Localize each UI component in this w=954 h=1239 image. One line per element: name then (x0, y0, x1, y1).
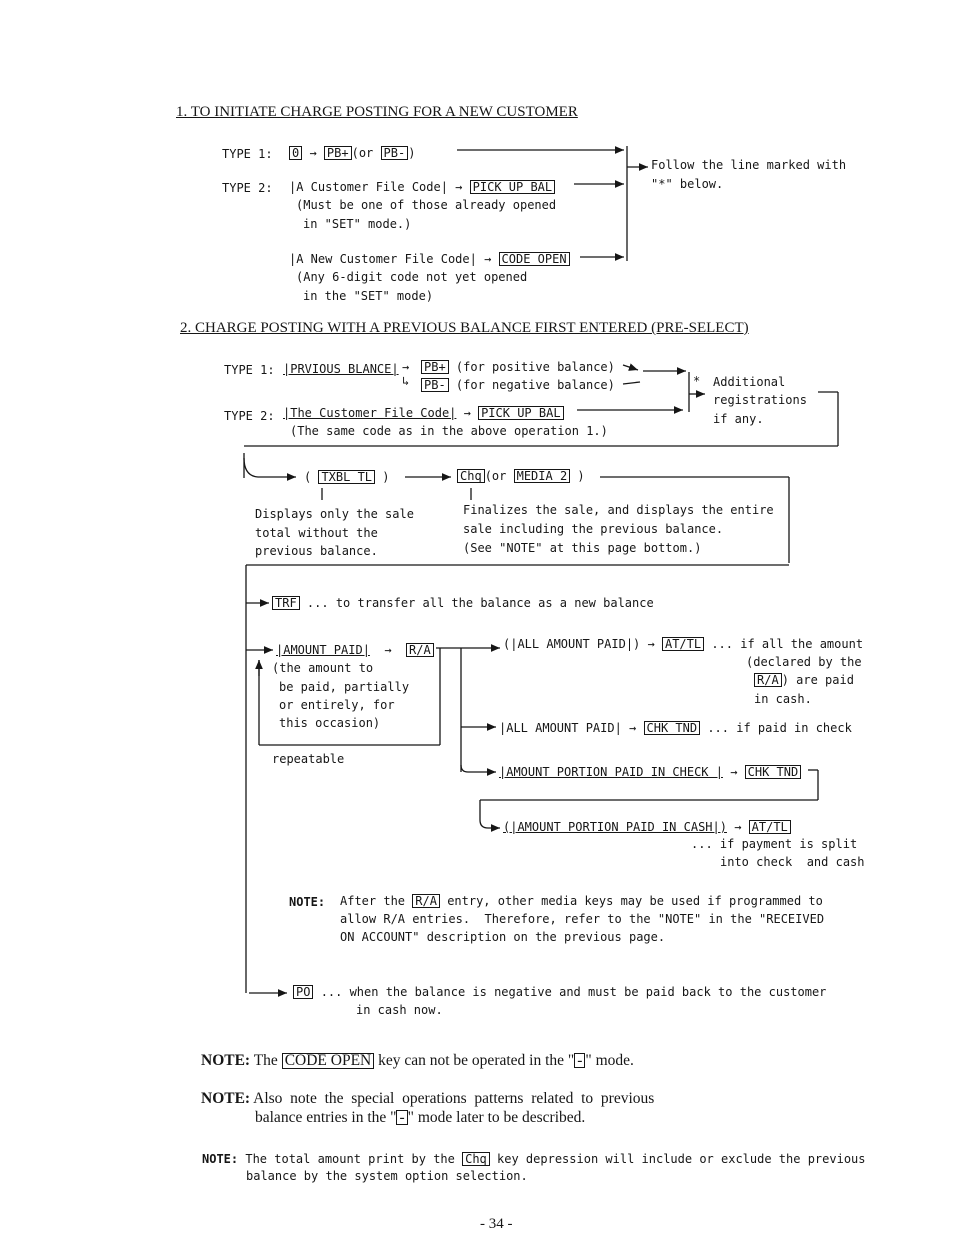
close-paren: ) (408, 146, 416, 160)
minus-mode-box: - (574, 1053, 585, 1068)
positive-text: (for positive balance) (455, 360, 615, 374)
repeatable-label: repeatable (272, 752, 345, 766)
customer-file-code-input: |A Customer File Code| (289, 180, 448, 194)
chq-row: Chq (or MEDIA 2 ) (457, 469, 585, 483)
neg-row (421, 378, 615, 392)
all-cash-text-4: in cash. (754, 692, 812, 706)
portion-cash-input: (|AMOUNT PORTION PAID IN CASH|) (503, 820, 727, 834)
note1-mid: key can not be operated in the " (378, 1052, 575, 1069)
all-check-row: |ALL AMOUNT PAID| → CHK TND ... if paid in check (499, 721, 852, 735)
all-amount-paid-input: |ALL AMOUNT PAID| (499, 721, 622, 735)
follow-line1: Follow the line marked with (651, 158, 847, 172)
s1-type1-row: 0 → PB+ (or PB- ) (289, 146, 415, 160)
bottom-note-2b (255, 1109, 585, 1127)
bracket-arrows: → ↳ (402, 360, 410, 388)
txbl-desc-2: total without the (255, 526, 378, 540)
portion-cash-row: (|AMOUNT PORTION PAID IN CASH|) → AT/TL (503, 820, 791, 834)
s2-type1-label: TYPE 1: (224, 363, 275, 377)
key-pb-minus: PB- (381, 146, 409, 160)
key-po: PO (293, 985, 313, 999)
key-r-a-note: R/A (412, 894, 440, 908)
key-chk-tnd-2: CHK TND (745, 765, 802, 779)
txbl-desc-1: Displays only the sale (255, 507, 414, 521)
note1-label: NOTE: (201, 1052, 251, 1069)
inner-note-line3: ON ACCOUNT" description on the previous page. (340, 930, 666, 944)
key-trf: TRF (272, 596, 300, 610)
chq-desc-1: Finalizes the sale, and displays the entire (463, 503, 774, 517)
paid-text: ) are paid (781, 673, 854, 687)
trf-text: ... to transfer all the balance as a new balance (306, 596, 654, 610)
amount-desc-3: or entirely, for (279, 698, 395, 712)
negative-text: (for negative balance) (455, 378, 615, 392)
portion-check-input: |AMOUNT PORTION PAID IN CHECK | (499, 765, 723, 779)
or-text-2: (or (484, 469, 507, 483)
key-r-a-small: R/A (754, 673, 782, 687)
s2-type2-note: (The same code as in the above operation 1.) (290, 424, 608, 438)
note3-label: NOTE: (202, 1152, 239, 1166)
s1-type1-label: TYPE 1: (222, 147, 273, 161)
bottom-note-3b: balance by the system option selection. (246, 1169, 528, 1183)
s1-type2-row: |A Customer File Code| → PICK UP BAL (289, 180, 555, 194)
additional-2: registrations (713, 393, 807, 407)
amount-desc-4: this occasion) (279, 716, 381, 730)
section2-heading-text: 2. CHARGE POSTING WITH A PREVIOUS BALANCE FIRST ENTERED (PRE-SELECT) (180, 320, 749, 336)
additional-1: Additional (713, 375, 786, 389)
pos-row (421, 360, 615, 374)
key-pb-plus: PB+ (324, 146, 352, 160)
new-customer-code-input: |A New Customer File Code| (289, 252, 477, 266)
key-chq-note: Chq (462, 1152, 490, 1166)
s1-new-note2: in the "SET" mode) (303, 289, 434, 303)
key-pb-minus-2: PB- (421, 378, 449, 392)
inner-note-label: NOTE: (289, 895, 326, 909)
additional-3: if any. (713, 412, 764, 426)
key-txbl-tl: TXBL TL (318, 470, 375, 484)
all-check-text: ... if paid in check (707, 721, 852, 735)
trf-row (272, 596, 654, 610)
bottom-note-3 (202, 1152, 866, 1166)
the-customer-code-input: |The Customer File Code| (283, 406, 457, 420)
note2-line2a: balance entries in the " (255, 1109, 397, 1126)
note3-pre: The total amount print by the (245, 1152, 455, 1166)
chq-desc-3: (See "NOTE" at this page bottom.) (463, 541, 702, 555)
txbl-row: ( TXBL TL ) (304, 470, 390, 484)
amount-desc-2: be paid, partially (279, 680, 410, 694)
key-pick-up-bal: PICK UP BAL (470, 180, 555, 194)
key-media-2: MEDIA 2 (514, 469, 571, 483)
key-chk-tnd: CHK TND (644, 721, 701, 735)
split-text-2: into check and cash (720, 855, 865, 869)
note-pre: After the (340, 894, 406, 908)
note2-label: NOTE: (201, 1090, 251, 1107)
s1-new-row: |A New Customer File Code| → CODE OPEN (289, 252, 570, 266)
bottom-note-2 (201, 1090, 654, 1108)
key-zero: 0 (289, 146, 302, 160)
section2-heading (180, 320, 749, 337)
note1-post: " mode. (585, 1052, 634, 1069)
chq-desc-2: sale including the previous balance. (463, 522, 724, 536)
note2-line1: Also note the special operations patterns related to previous (253, 1090, 655, 1107)
all-cash-text-2: (declared by the (746, 655, 862, 669)
previous-balance-input: |PRVIOUS BLANCE| (283, 362, 399, 376)
minus-mode-box-2: - (396, 1110, 407, 1125)
s2-type2-row: |The Customer File Code| → PICK UP BAL (283, 406, 564, 420)
all-cash-text-3 (754, 673, 854, 687)
key-pick-up-bal-2: PICK UP BAL (478, 406, 563, 420)
all-amount-paid-paren: (|ALL AMOUNT PAID|) (503, 637, 641, 651)
portion-check-row: |AMOUNT PORTION PAID IN CHECK | → CHK TND (499, 765, 801, 779)
all-cash-text-1: ... if all the amount (711, 637, 864, 651)
key-r-a: R/A (406, 643, 434, 657)
or-text: (or (351, 146, 374, 160)
follow-line2: "*" below. (651, 177, 724, 191)
key-pb-plus-2: PB+ (421, 360, 449, 374)
bottom-note-1 (201, 1052, 634, 1070)
star-mark: * (693, 374, 701, 388)
section1-heading: 1. TO INITIATE CHARGE POSTING FOR A NEW CUSTOMER (176, 104, 578, 120)
txbl-desc-3: previous balance. (255, 544, 378, 558)
note3-post: key depression will include or exclude the previous (497, 1152, 866, 1166)
inner-note-line2: allow R/A entries. Therefore, refer to the "NOTE" in the "RECEIVED (340, 912, 825, 926)
key-at-tl: AT/TL (662, 637, 704, 651)
po-text-1: ... when the balance is negative and must be paid back to the customer (320, 985, 827, 999)
all-cash-row: (|ALL AMOUNT PAID|) → AT/TL ... if all the amount (503, 637, 864, 651)
po-row (293, 985, 826, 999)
key-code-open: CODE OPEN (499, 252, 570, 266)
note1-pre: The (253, 1052, 278, 1069)
key-at-tl-2: AT/TL (749, 820, 791, 834)
s1-new-note1: (Any 6-digit code not yet opened (296, 270, 528, 284)
split-text-1: ... if payment is split (691, 837, 858, 851)
key-chq: Chq (457, 469, 485, 483)
key-code-open-note: CODE OPEN (282, 1053, 375, 1069)
inner-note-line1 (340, 894, 823, 908)
po-text-2: in cash now. (356, 1003, 443, 1017)
page-number: - 34 - (480, 1216, 513, 1232)
amount-paid-input: |AMOUNT PAID| (276, 643, 370, 657)
s1-type2-note2: in "SET" mode.) (303, 217, 412, 231)
s2-type2-label: TYPE 2: (224, 409, 275, 423)
amount-paid-row: |AMOUNT PAID| → R/A (276, 643, 434, 657)
s1-type2-note1: (Must be one of those already opened (296, 198, 557, 212)
note2-line2b: " mode later to be described. (407, 1109, 586, 1126)
s1-type2-label: TYPE 2: (222, 181, 273, 195)
note-post: entry, other media keys may be used if programmed to (447, 894, 823, 908)
amount-desc-1: (the amount to (272, 661, 374, 675)
